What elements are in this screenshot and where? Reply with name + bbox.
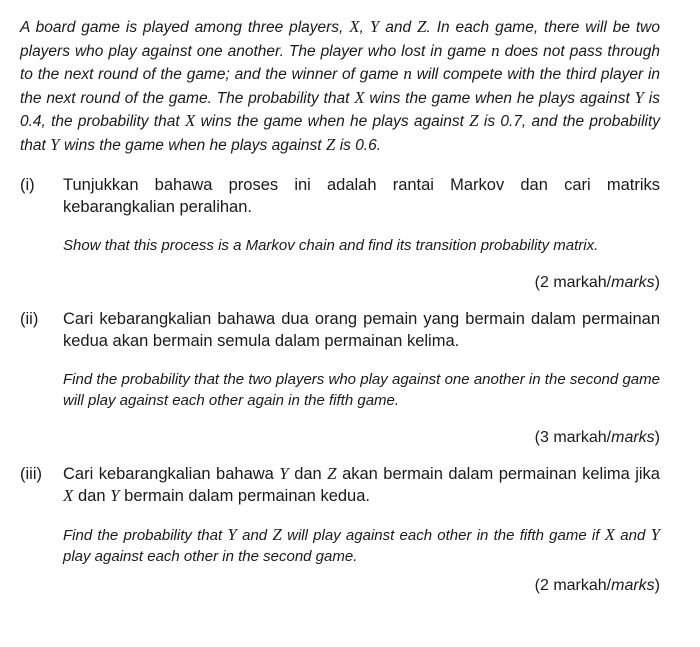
intro-text: does not pass through to the next round of the game; and the winner of game bbox=[20, 42, 660, 83]
text-fragment: Find the probability that bbox=[63, 527, 223, 544]
marks-close: ) bbox=[654, 577, 660, 594]
question-malay-text: Cari kebarangkalian bahawa dua orang pemain yang bermain dalam permainan kedua akan bermain semula dalam permainan kelima. bbox=[63, 310, 660, 350]
var-y: Y bbox=[634, 87, 645, 107]
question-malay-text bbox=[63, 463, 660, 507]
marks-label bbox=[63, 577, 660, 595]
question-number: (ii) bbox=[20, 310, 39, 328]
text-fragment: and bbox=[242, 527, 268, 544]
intro-text: is 0.6. bbox=[339, 136, 382, 154]
intro-text: wins the game when he plays against bbox=[200, 113, 464, 130]
question-iii bbox=[20, 463, 660, 595]
text-fragment: akan bermain dalam permainan kelima jika bbox=[342, 465, 660, 483]
question-i bbox=[20, 174, 660, 292]
problem-statement bbox=[20, 16, 660, 157]
text-fragment: will play against each other in the fifth game if bbox=[287, 527, 600, 544]
var-x: X bbox=[184, 111, 196, 130]
var-y: Y bbox=[650, 525, 661, 544]
var-y: Y bbox=[50, 134, 60, 154]
question-number: (iii) bbox=[20, 465, 42, 483]
var-z: Z bbox=[272, 525, 282, 544]
intro-text: is 0.7, and the probability that bbox=[20, 113, 661, 154]
text-fragment: and bbox=[620, 527, 646, 544]
question-ii bbox=[20, 308, 660, 447]
var-z: Z bbox=[417, 17, 427, 36]
question-english-text: Show that this process is a Markov chain and find its transition probability matrix. bbox=[63, 237, 599, 254]
question-english-text: Find the probability that the two players who play against one another in the second game will play against each other again in the fifth game. bbox=[63, 371, 660, 409]
intro-text: and bbox=[385, 19, 412, 36]
var-z: Z bbox=[325, 134, 336, 154]
var-x: X bbox=[349, 17, 360, 36]
text-fragment: dan bbox=[77, 487, 106, 505]
question-malay-text: Tunjukkan bahawa proses ini adalah rantai Markov dan cari matriks kebarangkalian peralihan. bbox=[63, 176, 660, 216]
var-y: Y bbox=[227, 525, 237, 544]
marks-english: marks bbox=[611, 577, 655, 594]
marks-english: marks bbox=[611, 429, 655, 446]
intro-text: wins the game when he plays against bbox=[63, 136, 322, 154]
intro-text: , bbox=[359, 19, 364, 36]
question-english-text bbox=[63, 524, 660, 567]
text-fragment: dan bbox=[294, 465, 322, 483]
intro-text: . In each game, there will be two players who play against one another. The player who lost in game bbox=[20, 19, 660, 60]
var-x: X bbox=[63, 486, 74, 505]
marks-label bbox=[63, 274, 660, 292]
marks-close: ) bbox=[654, 274, 660, 291]
question-number: (i) bbox=[20, 176, 35, 194]
var-y: Y bbox=[110, 486, 120, 505]
marks-text: (2 markah/ bbox=[534, 577, 612, 594]
var-y: Y bbox=[369, 17, 380, 36]
text-fragment: play against each other in the second game. bbox=[63, 548, 358, 565]
var-n: n bbox=[491, 40, 500, 60]
marks-english: marks bbox=[611, 274, 655, 291]
var-z: Z bbox=[469, 111, 479, 130]
intro-text: will compete with the third player in the next round of the game. The probability that bbox=[20, 66, 661, 107]
var-x: X bbox=[354, 87, 365, 107]
intro-text: wins the game when he plays against bbox=[369, 89, 630, 107]
var-y: Y bbox=[279, 464, 289, 483]
text-fragment: bermain dalam permainan kedua. bbox=[124, 487, 370, 505]
marks-text: (2 markah/ bbox=[534, 274, 612, 291]
marks-close: ) bbox=[654, 429, 660, 446]
text-fragment: Cari kebarangkalian bahawa bbox=[63, 465, 274, 483]
intro-text: is 0.4, the probability that bbox=[20, 89, 660, 130]
var-x: X bbox=[604, 525, 616, 544]
var-z: Z bbox=[327, 464, 337, 483]
intro-text: A board game is played among three players, bbox=[20, 19, 344, 36]
var-n: n bbox=[403, 64, 412, 83]
marks-text: (3 markah/ bbox=[534, 429, 612, 446]
marks-label bbox=[63, 429, 660, 447]
